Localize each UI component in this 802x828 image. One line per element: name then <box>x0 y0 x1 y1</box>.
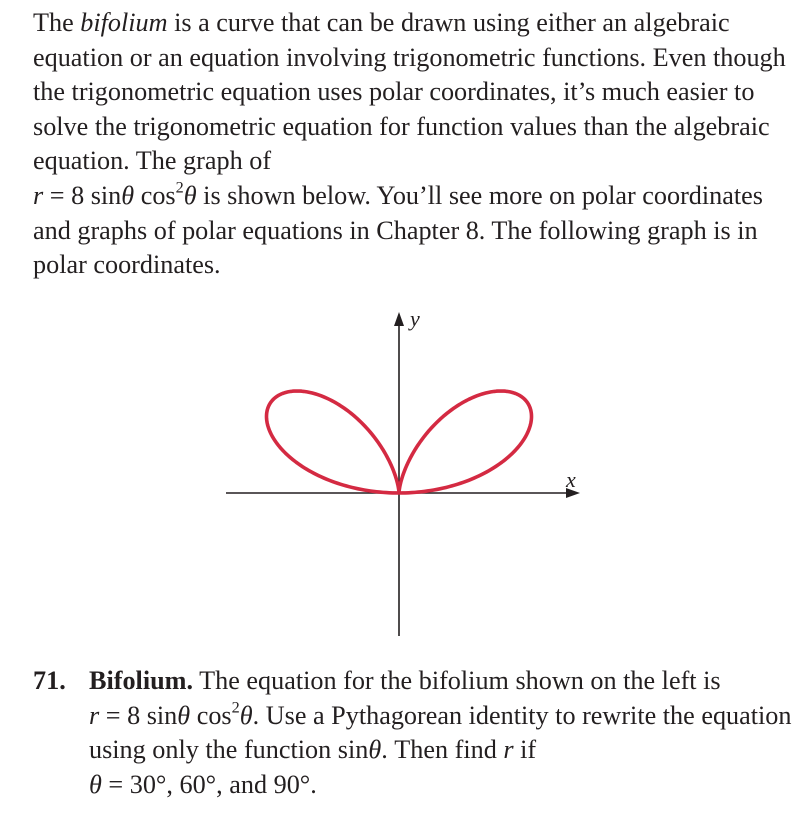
exercise-number: 71. <box>33 666 66 695</box>
intro-equation: r = 8 sinθ $\cos^2\theta$ <box>33 178 197 210</box>
y-axis-label: y <box>410 306 420 331</box>
intro-text: The bifolium is a curve that can be drawn using either an algebraic equation or an equation involving trigonometric functions. Even though the trigonometric equation uses polar coordinates, it’s much easier to solve the trigonometric equation for function values than the algebraic equation. The graph of r = 8 sinθ $\cos^2\theta$ is shown below. You’ll see more on polar coordinates and graphs of polar equations in Chapter 8. The following graph is in polar coordinates. <box>33 8 786 280</box>
exercise-equation: r = 8 sinθ $\cos^2\theta$ <box>89 697 253 730</box>
exercise-condition: θ = 30°, 60°, and 90°. <box>89 769 317 799</box>
exercise-71 <box>33 664 793 802</box>
bifolium-term: bifolium <box>80 8 168 37</box>
y-axis-arrow <box>394 312 404 326</box>
exercise-title: Bifolium. <box>89 666 194 695</box>
exercise-text: Bifolium. The equation for the bifolium shown on the left is r = 8 sinθ $\cos^2\theta$. Use a Pythagorean identity to rewrite the equation using only the function sinθ. Then find r if θ = 30°, 60°, and 90°. <box>89 666 792 799</box>
x-axis-label: x <box>566 467 576 492</box>
